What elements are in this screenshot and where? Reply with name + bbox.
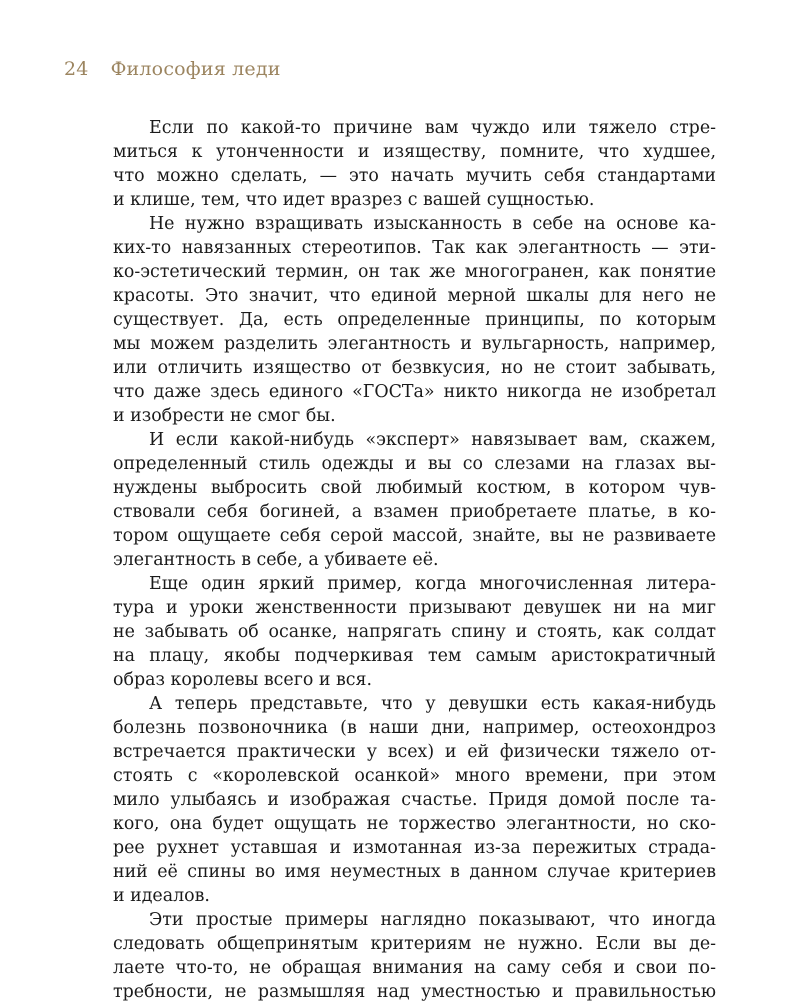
book-title: Философия леди (110, 58, 281, 80)
text-line: нуждены выбросить свой любимый костюм, в котором чув- (113, 478, 716, 498)
text-line: ствовали себя богиней, а взамен приобретаете платье, в ко- (113, 502, 716, 522)
text-line: миться к утонченности и изяществу, помните, что худшее, (113, 142, 716, 162)
text-line: стоять с «королевской осанкой» много времени, при этом (113, 766, 716, 786)
text-line: И если какой-нибудь «эксперт» навязывает вам, скажем, (149, 430, 716, 450)
text-line: и клише, тем, что идет вразрез с вашей сущностью. (113, 190, 595, 210)
text-line: существует. Да, есть определенные принципы, по которым (113, 310, 716, 330)
text-line: ко-эстетический термин, он так же многогранен, как понятие (113, 262, 716, 282)
text-line: определенный стиль одежды и вы со слезами на глазах вы- (113, 454, 716, 474)
text-line: и изобрести не смог бы. (113, 406, 336, 426)
text-line: требности, не размышляя над уместностью и правильностью (113, 982, 716, 1002)
paragraph (113, 212, 716, 428)
running-header (64, 58, 281, 80)
text-line: следовать общепринятым критериям не нужно. Если вы де- (113, 934, 716, 954)
text-line: тором ощущаете себя серой массой, знайте, вы не развиваете (113, 526, 716, 546)
text-line: не забывать об осанке, напрягать спину и стоять, как солдат (113, 622, 716, 642)
page-number: 24 (64, 58, 89, 80)
text-line: мило улыбаясь и изображая счастье. Придя домой после та- (113, 790, 716, 810)
text-line: Эти простые примеры наглядно показывают, что иногда (149, 910, 716, 930)
text-line: тура и уроки женственности призывают девушек ни на миг (113, 598, 716, 618)
text-line: или отличить изящество от безвкусия, но не стоит забывать, (113, 358, 716, 378)
body-text (113, 116, 716, 1004)
text-line: Не нужно взращивать изысканность в себе на основе ка- (149, 214, 716, 234)
text-line: рее рухнет уставшая и измотанная из-за пережитых страда- (113, 838, 716, 858)
text-line: образ королевы всего и вся. (113, 670, 372, 690)
paragraph (113, 428, 716, 572)
text-line: встречается практически у всех) и ей физически тяжело от- (113, 742, 716, 762)
text-line: ний её спины во имя неуместных в данном случае критериев (113, 862, 716, 882)
text-line: кого, она будет ощущать не торжество элегантности, но ско- (113, 814, 716, 834)
text-line: мы можем разделить элегантность и вульгарность, например, (113, 334, 716, 354)
text-line: ких-то навязанных стереотипов. Так как элегантность — эти- (113, 238, 716, 258)
text-line: А теперь представьте, что у девушки есть какая-нибудь (149, 694, 716, 714)
text-line: элегантность в себе, а убиваете её. (113, 550, 439, 570)
text-line: на плацу, якобы подчеркивая тем самым аристократичный (113, 646, 716, 666)
text-line: лаете что-то, не обращая внимания на саму себя и свои по- (113, 958, 716, 978)
text-line: Если по какой-то причине вам чуждо или тяжело стре- (149, 118, 716, 138)
text-line: красоты. Это значит, что единой мерной шкалы для него не (113, 286, 716, 306)
paragraph (113, 692, 716, 908)
text-line: болезнь позвоночника (в наши дни, например, остеохондроз (113, 718, 716, 738)
paragraph (113, 908, 716, 1004)
text-line: и идеалов. (113, 886, 210, 906)
paragraph (113, 116, 716, 212)
text-line: Еще один яркий пример, когда многочисленная литера- (149, 574, 716, 594)
text-line: что даже здесь единого «ГОСТа» никто никогда не изобретал (113, 382, 716, 402)
paragraph (113, 572, 716, 692)
text-line: что можно сделать, — это начать мучить себя стандартами (113, 166, 716, 186)
